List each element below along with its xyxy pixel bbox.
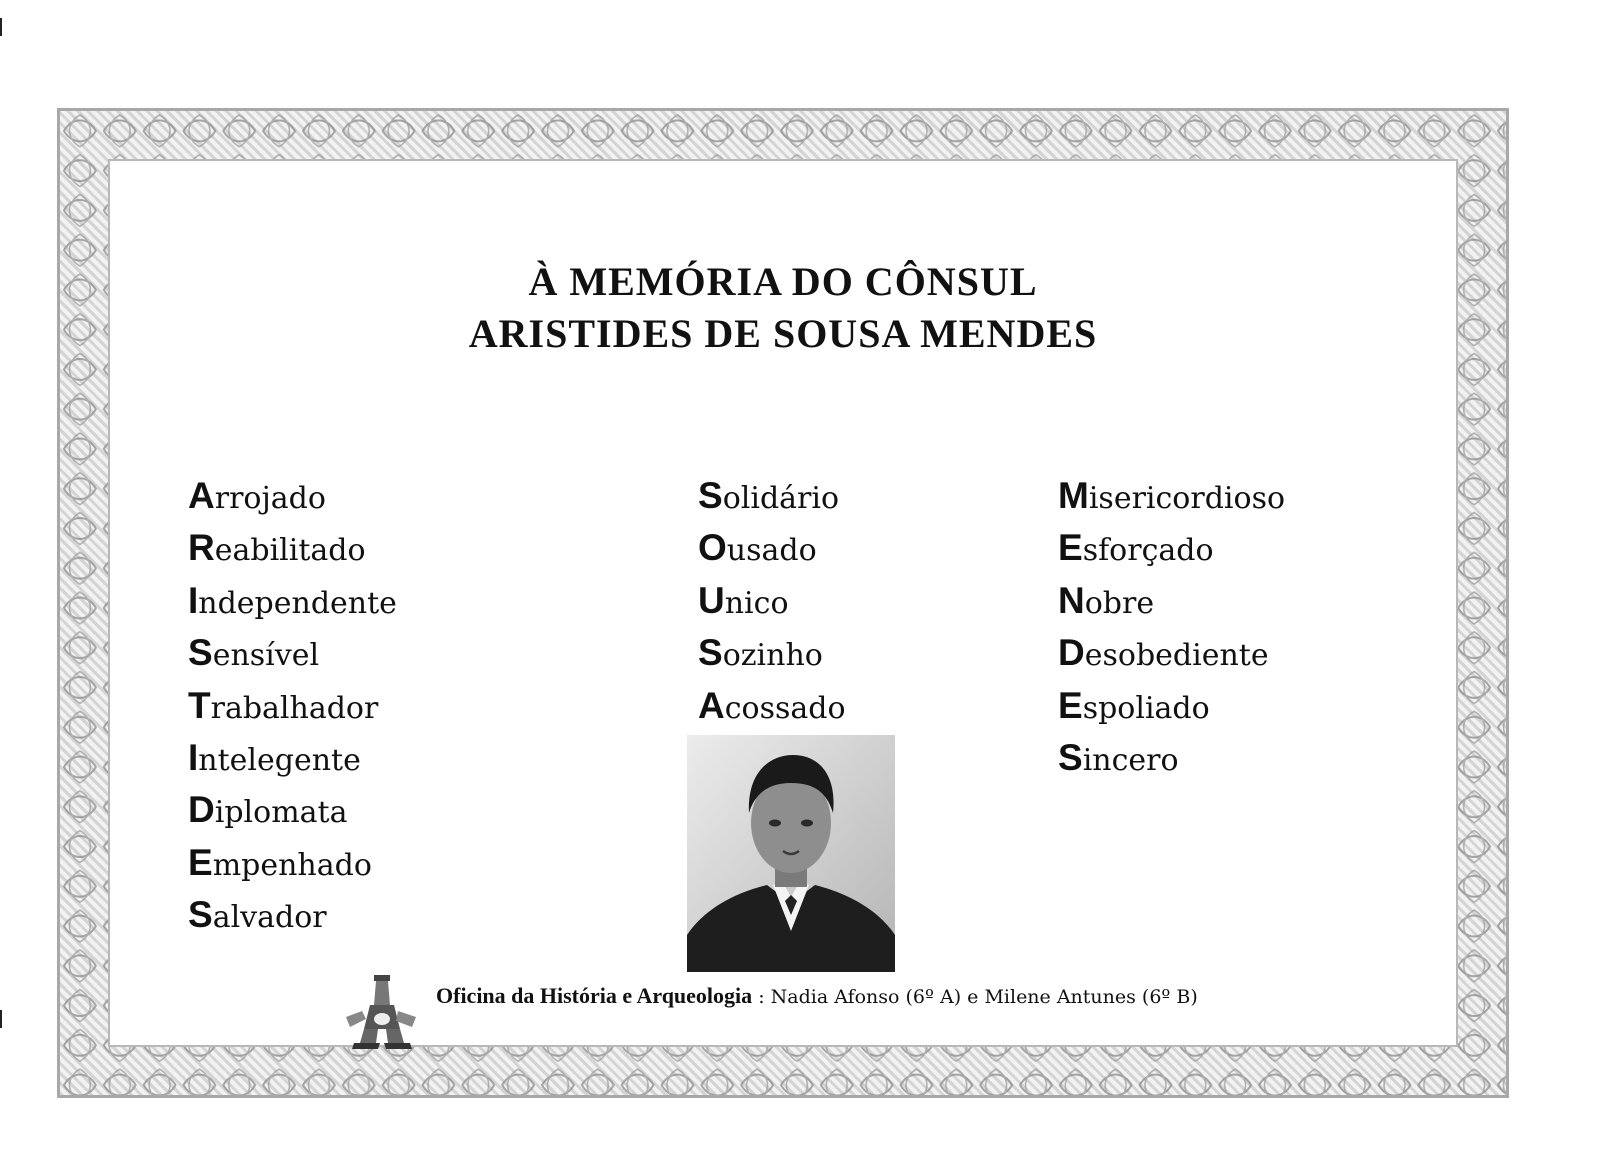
acrostic-word	[1058, 575, 1285, 627]
acrostic-initial: M	[1058, 475, 1089, 516]
acrostic-initial: O	[698, 527, 727, 569]
acrostic-word	[1058, 470, 1285, 522]
acrostic-initial: N	[1058, 579, 1085, 621]
credit-line	[436, 983, 1198, 1009]
acrostic-rest: ensível	[212, 638, 320, 674]
acrostic-initial: S	[188, 894, 213, 936]
credit-separator: :	[752, 986, 771, 1008]
acrostic-word	[1058, 522, 1285, 574]
credit-authors: Nadia Afonso (6º A) e Milene Antunes (6º B)	[770, 986, 1198, 1008]
acrostic-column-aristides	[188, 470, 397, 942]
acrostic-rest: eabilitado	[214, 533, 366, 569]
acrostic-rest: iplomata	[214, 795, 348, 831]
acrostic-initial: E	[1058, 527, 1083, 569]
portrait-photo	[687, 735, 895, 972]
acrostic-initial: A	[698, 684, 725, 726]
acrostic-word	[1058, 627, 1285, 679]
acrostic-rest: ozinho	[722, 638, 823, 674]
acrostic-initial: A	[188, 475, 215, 516]
acrostic-initial: S	[188, 632, 213, 674]
acrostic-rest: cossado	[724, 690, 846, 726]
acrostic-word	[188, 627, 397, 679]
acrostic-word	[698, 680, 846, 732]
acrostic-word	[1058, 680, 1285, 732]
acrostic-word	[698, 627, 846, 679]
acrostic-rest: esobediente	[1084, 638, 1269, 674]
acrostic-initial: S	[698, 632, 723, 674]
acrostic-word	[188, 837, 397, 889]
acrostic-rest: ntelegente	[198, 742, 361, 778]
acrostic-initial: U	[698, 579, 725, 621]
acrostic-word	[698, 522, 846, 574]
title-line-2: ARISTIDES DE SOUSA MENDES	[468, 311, 1098, 356]
title-line-1: À MEMÓRIA DO CÔNSUL	[528, 259, 1038, 304]
acrostic-rest: isericordioso	[1088, 481, 1286, 516]
acrostic-word	[188, 522, 397, 574]
acrostic-initial: I	[188, 579, 199, 621]
acrostic-word	[188, 732, 397, 784]
acrostic-word	[698, 575, 846, 627]
acrostic-initial: I	[188, 736, 199, 778]
acrostic-rest: sforçado	[1082, 533, 1214, 569]
acrostic-word	[188, 680, 397, 732]
acrostic-rest: mpenhado	[212, 847, 372, 883]
acrostic-column-sousa	[698, 470, 846, 732]
acrostic-word	[188, 784, 397, 836]
acrostic-word	[188, 470, 397, 522]
acrostic-initial: D	[1058, 632, 1085, 674]
acrostic-rest: rabalhador	[210, 690, 379, 726]
decorative-border	[57, 108, 1509, 1098]
scan-edge-mark-top	[0, 18, 2, 36]
acrostic-word	[1058, 732, 1285, 784]
acrostic-initial: E	[1058, 684, 1083, 726]
portrait-figure-icon	[687, 735, 895, 972]
acrostic-initial: R	[188, 527, 215, 569]
acrostic-initial: S	[1058, 736, 1083, 778]
acrostic-word	[188, 575, 397, 627]
acrostic-initial: D	[188, 789, 215, 831]
acrostic-word	[188, 889, 397, 941]
acrostic-rest: usado	[726, 533, 817, 569]
acrostic-word	[698, 470, 846, 522]
acrostic-rest: incero	[1082, 742, 1179, 778]
acrostic-initial: S	[698, 475, 723, 516]
acrostic-rest: alvador	[212, 900, 327, 936]
acrostic-rest: ndependente	[198, 585, 397, 621]
credit-group: Oficina da História e Arqueologia	[436, 983, 753, 1008]
scan-edge-mark-bottom	[0, 1010, 2, 1028]
acrostic-rest: rrojado	[214, 481, 326, 516]
acrostic-column-mendes	[1058, 470, 1285, 784]
page-title	[110, 256, 1456, 360]
acrostic-rest: olidário	[722, 481, 840, 516]
acrostic-initial: T	[188, 684, 211, 726]
acrostic-rest: spoliado	[1082, 690, 1210, 726]
acrostic-rest: nico	[724, 585, 789, 621]
acrostic-initial: E	[188, 841, 213, 883]
mascot-icon	[340, 971, 424, 1051]
certificate-panel	[108, 159, 1458, 1047]
acrostic-rest: obre	[1084, 585, 1155, 621]
